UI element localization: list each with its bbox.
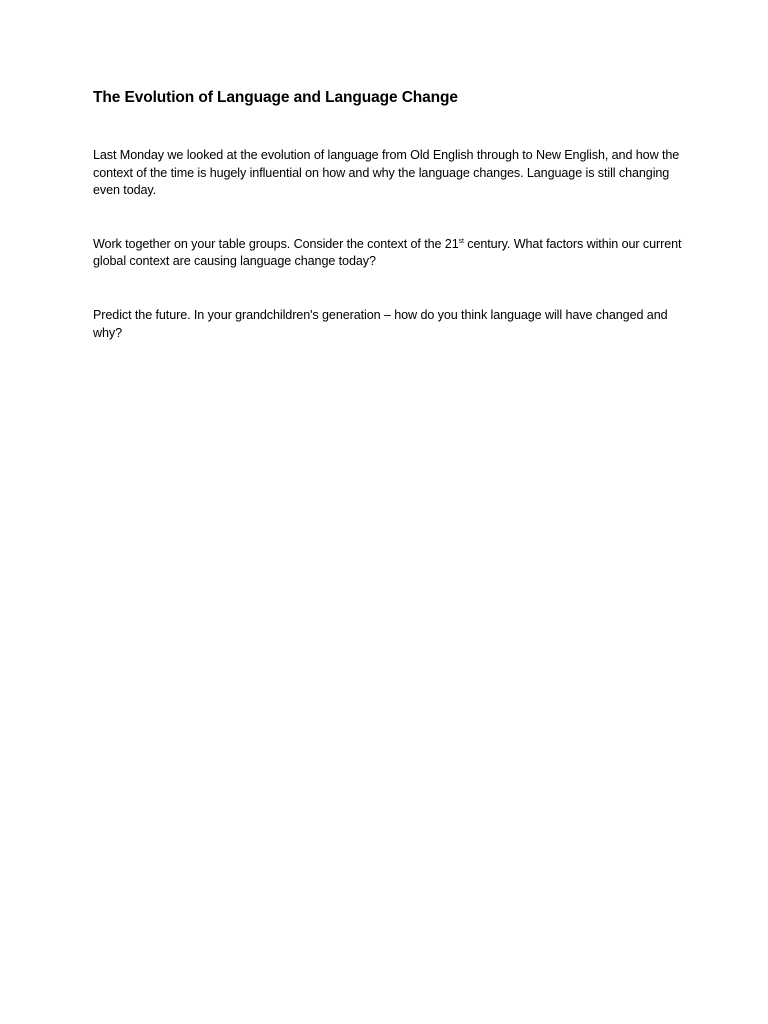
paragraph-prediction-task: Predict the future. In your grandchildren's generation – how do you think language will have changed and why? (93, 307, 668, 340)
paragraph-introduction: Last Monday we looked at the evolution of language from Old English through to New English, and how the context of the time is hugely influential on how and why the language changes. Language is still changing even today. (93, 148, 680, 198)
document-page (93, 88, 683, 342)
paragraph-group-task (93, 236, 683, 271)
ordinal-superscript: st (458, 237, 464, 245)
document-title: The Evolution of Language and Language Change (93, 89, 458, 106)
paragraph-group-task-text-cont: century. What factors within our current global context are causing language change today? (93, 236, 682, 269)
paragraph-group-task-text: Work together on your table groups. Consider the context of the 21 (93, 236, 459, 251)
